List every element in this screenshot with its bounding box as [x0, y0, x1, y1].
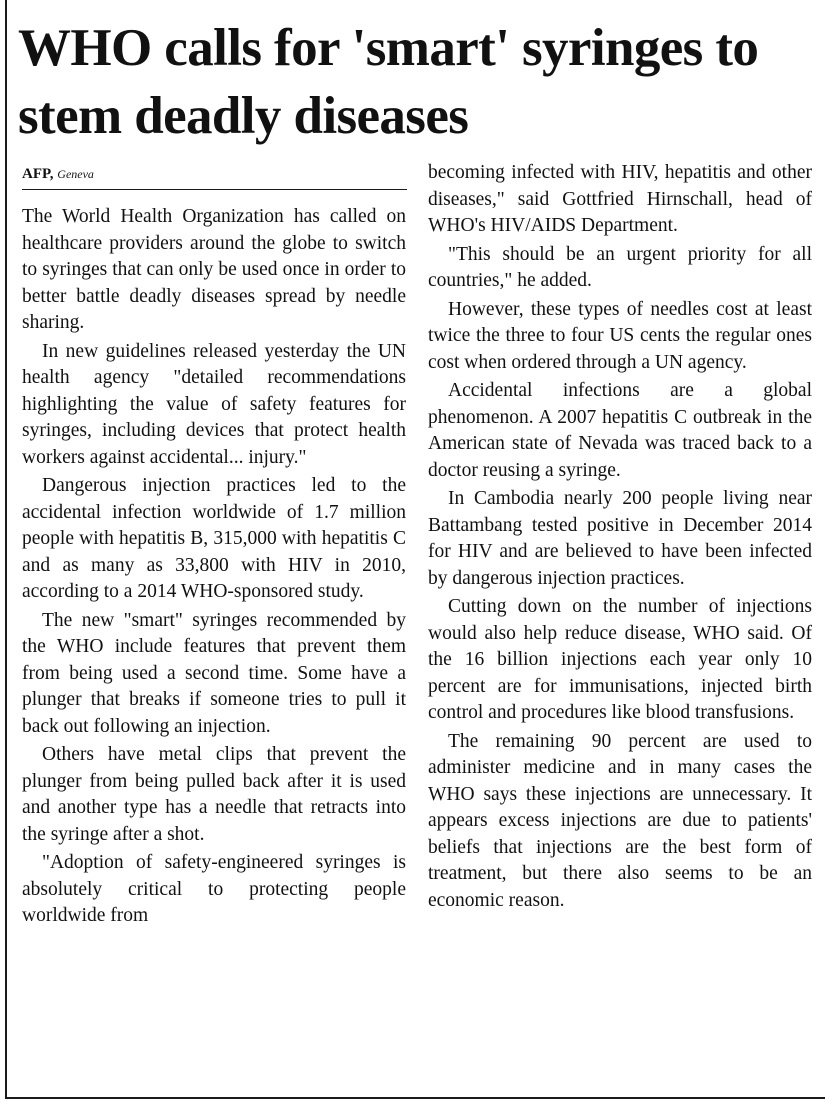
article-paragraph: The remaining 90 percent are used to administer medicine and in many cases the WHO says these injections are unnecessary. It appears excess injections are due to patients' beliefs that injections are the best form of treatment, but there also seems to be an economic reason.	[428, 730, 812, 911]
article-column-right	[428, 160, 812, 914]
article-paragraph: "Adoption of safety-engineered syringes is absolutely critical to protecting people worldwide from	[22, 852, 406, 926]
article-paragraph: Dangerous injection practices led to the accidental infection worldwide of 1.7 million people with hepatitis B, 315,000 with hepatitis C and as many as 33,800 with HIV in 2010, according to a 2014 WHO-sponsored study.	[22, 475, 406, 602]
article-paragraph: Others have metal clips that prevent the plunger from being pulled back after it is used and another type has a needle that retracts into the syringe after a shot.	[22, 744, 406, 845]
article-paragraph: Accidental infections are a global phenomenon. A 2007 hepatitis C outbreak in the American state of Nevada was traced back to a doctor reusing a syringe.	[428, 380, 812, 481]
byline-location: Geneva	[57, 167, 94, 181]
article-paragraph: "This should be an urgent priority for all countries," he added.	[428, 243, 812, 291]
left-border-rule	[5, 0, 7, 1098]
bottom-border-rule	[5, 1097, 825, 1099]
byline-divider	[22, 189, 407, 190]
article-paragraph: In Cambodia nearly 200 people living near Battambang tested positive in December 2014 for HIV and are believed to have been infected by dangerous injection practices.	[428, 488, 812, 589]
article-headline: WHO calls for 'smart' syringes to stem deadly diseases	[18, 19, 759, 145]
byline	[22, 164, 407, 184]
article-paragraph: The World Health Organization has called on healthcare providers around the globe to switch to syringes that can only be used once in order to better battle deadly diseases spread by needle sharing.	[22, 206, 406, 333]
article-paragraph: Cutting down on the number of injections would also help reduce disease, WHO said. Of the 16 billion injections each year only 10 percent are for immunisations, injected birth control and procedures like blood transfusions.	[428, 596, 812, 723]
article-paragraph: However, these types of needles cost at least twice the three to four US cents the regular ones cost when ordered through a UN agency.	[428, 298, 812, 373]
byline-agency: AFP,	[22, 166, 54, 182]
article-paragraph: The new "smart" syringes recommended by the WHO include features that prevent them from being used a second time. Some have a plunger that breaks if someone tries to pull it back out following an injection.	[22, 609, 406, 737]
article-paragraph: becoming infected with HIV, hepatitis and other diseases," said Gottfried Hirnschall, head of WHO's HIV/AIDS Department.	[428, 162, 812, 236]
article-paragraph: In new guidelines released yesterday the UN health agency "detailed recommendations highlighting the value of safety features for syringes, including devices that protect health workers against accidental... injury."	[22, 340, 406, 468]
article-column-left	[22, 204, 406, 930]
